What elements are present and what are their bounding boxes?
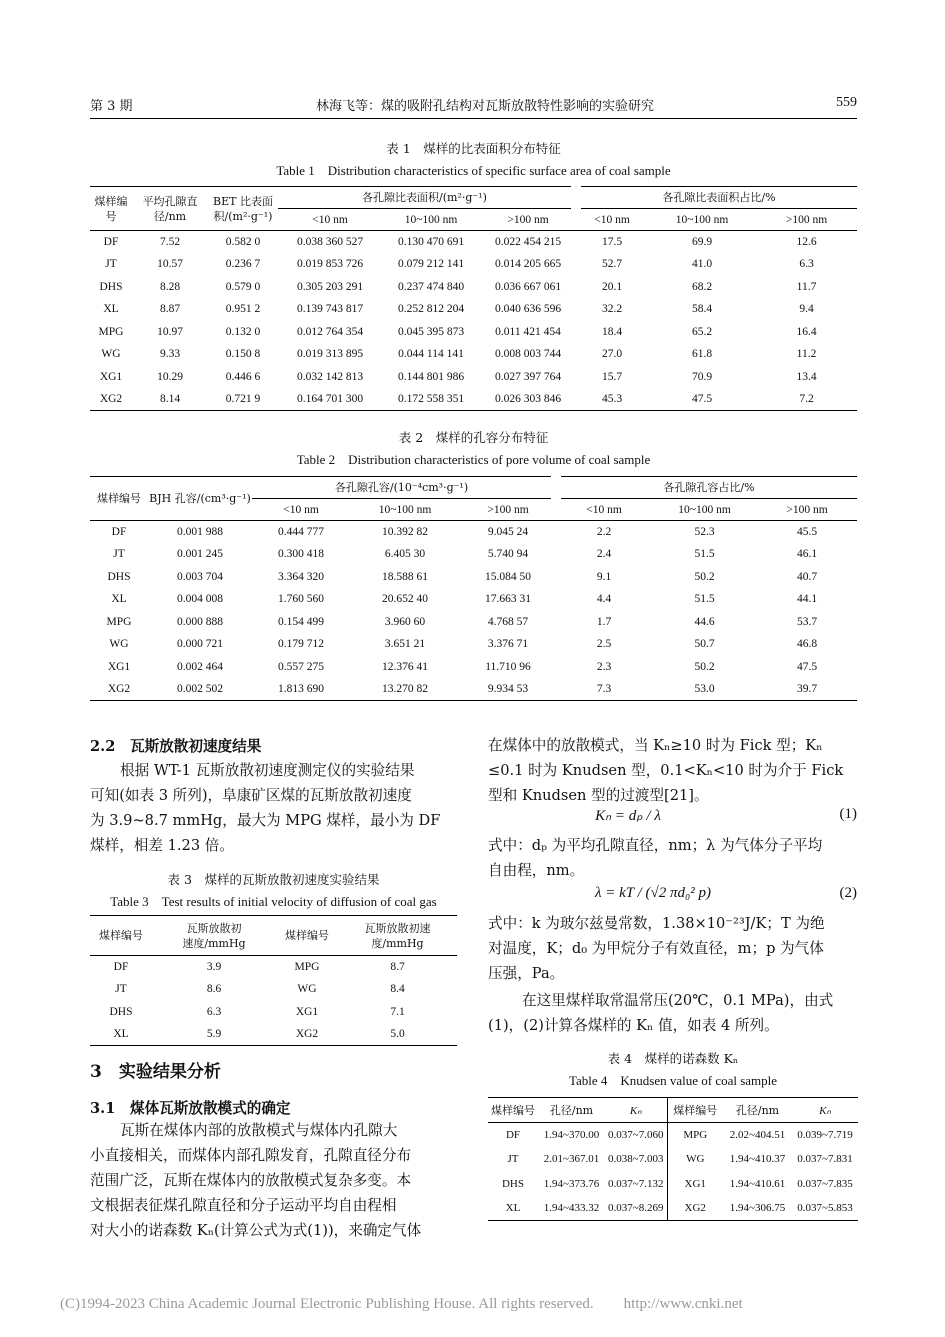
table4-caption-en: Table 4 Knudsen value of coal sample — [568, 1073, 778, 1088]
table-cell: 0.000 888 — [177, 615, 223, 628]
table-row — [90, 321, 857, 344]
table-cell: 0.557 275 — [278, 660, 324, 673]
table-cell: JT — [507, 1153, 519, 1166]
table-cell: 17.663 31 — [485, 593, 531, 606]
table-cell: XG2 — [107, 683, 131, 695]
running-title: 林海飞等：煤的吸附孔结构对瓦斯放散特性影响的实验研究 — [315, 99, 654, 114]
table-cell: 0.019 313 895 — [296, 348, 364, 361]
table-row — [90, 1001, 457, 1024]
table-cell: 0.038 360 527 — [296, 236, 364, 248]
table-cell: 1.760 560 — [278, 593, 324, 606]
table-cell: 47.5 — [691, 393, 713, 405]
table1-caption-cn: 表 1 煤样的比表面积分布特征 — [386, 141, 561, 156]
table-cell: 0.237 474 840 — [397, 280, 465, 293]
table-cell: WG — [109, 638, 129, 651]
table-cell: 2.01~367.01 — [543, 1153, 600, 1166]
table-cell: 51.5 — [694, 593, 715, 606]
t2-header-sample: 煤样编号 — [90, 477, 148, 521]
table-cell: 16.4 — [796, 325, 817, 338]
t4-header: 孔径/nm — [549, 1103, 594, 1117]
table-cell: 0.037~7.831 — [797, 1153, 853, 1166]
table-row — [90, 366, 857, 389]
table-cell: 2.4 — [596, 548, 612, 561]
table-cell: 20.652 40 — [382, 593, 428, 606]
table-cell: 10.97 — [157, 325, 183, 338]
table-row — [90, 343, 857, 366]
table-cell: 9.4 — [799, 303, 814, 316]
table-row — [488, 1147, 858, 1172]
text-line: 压强，Pa。 — [488, 965, 565, 982]
table-cell: 0.000 721 — [177, 638, 223, 651]
table-cell: 9.045 24 — [487, 526, 529, 538]
table-cell: 0.252 812 204 — [397, 303, 465, 316]
table-cell: 47.5 — [796, 660, 818, 673]
table-cell: XG2 — [667, 1196, 723, 1221]
table-row — [90, 956, 457, 979]
table1-caption-en: Table 1 Distribution characteristics of specific surface area of coal sample — [276, 163, 671, 178]
table-cell: 0.172 558 351 — [397, 393, 465, 405]
table-cell: 7.3 — [596, 683, 612, 695]
table-cell: 45.3 — [601, 393, 623, 405]
table-cell: JT — [115, 983, 127, 996]
table1 — [90, 186, 857, 411]
text-line: 式中：dₚ 为平均孔隙直径，nm；λ 为气体分子平均 — [488, 837, 823, 854]
table-cell: 1.94~306.75 — [729, 1202, 786, 1214]
text-line: 型和 Knudsen 型的过渡型[21]。 — [488, 787, 709, 804]
table-cell: 0.139 743 817 — [296, 303, 364, 316]
table-cell: 50.2 — [694, 570, 715, 583]
table-cell: 0.079 212 141 — [397, 258, 465, 271]
table-cell: 7.1 — [390, 1005, 405, 1018]
t2-sub: >100 nm — [487, 503, 529, 516]
t1-sub: >100 nm — [507, 213, 549, 226]
t1-sub: <10 nm — [594, 213, 630, 226]
table-cell: 10.29 — [157, 370, 183, 383]
table-cell: 8.6 — [206, 983, 222, 996]
table-cell: 0.001 988 — [177, 526, 223, 538]
table-cell: 2.3 — [596, 660, 612, 673]
table-cell: 4.4 — [596, 593, 612, 606]
table-cell: 0.579 0 — [225, 280, 261, 293]
table-row — [90, 1023, 457, 1046]
text-line: 可知(如表 3 所列)，阜康矿区煤的瓦斯放散初速度 — [90, 787, 412, 804]
table-cell: WG — [667, 1147, 723, 1172]
table-cell: 0.027 397 764 — [494, 370, 562, 383]
table-cell: XL — [103, 303, 119, 316]
t3-header-velocity: 瓦斯放散初速度/mmHg — [182, 921, 246, 950]
table-cell: 1.94~410.37 — [729, 1153, 786, 1166]
text-line: 对温度，K；d₀ 为甲烷分子有效直径，m；p 为气体 — [488, 940, 824, 957]
table-cell: 0.011 421 454 — [495, 325, 561, 338]
text-line: 在煤体中的放散模式，当 Kₙ≥10 时为 Fick 型；Kₙ — [488, 737, 823, 754]
section-3-1-paragraph — [90, 1118, 460, 1243]
text-line: 自由程，nm。 — [488, 862, 585, 879]
table-cell: 8.28 — [159, 280, 181, 293]
table-cell: DF — [111, 526, 127, 538]
table-cell: 7.52 — [159, 236, 181, 248]
table-cell: 0.002 464 — [177, 660, 223, 673]
table4 — [488, 1097, 858, 1221]
table-row — [90, 543, 857, 566]
table-cell: 0.022 454 215 — [494, 236, 562, 248]
t1-header-bet: BET 比表面积/(m²·g⁻¹) — [208, 187, 278, 231]
table-row — [90, 231, 857, 254]
table-cell: 51.5 — [694, 548, 715, 561]
table-cell: 27.0 — [601, 348, 623, 361]
table-cell: 18.4 — [601, 325, 623, 338]
table-cell: 9.1 — [596, 570, 612, 583]
table-cell: 0.038~7.003 — [608, 1153, 664, 1166]
table-cell: DF — [505, 1129, 521, 1141]
text-line: 根据 WT-1 瓦斯放散初速度测定仪的实验结果 — [120, 762, 415, 779]
t4-header: Kₙ — [629, 1104, 642, 1117]
table-cell: XG2 — [295, 1028, 319, 1040]
t2-sub: <10 nm — [586, 503, 622, 516]
table-cell: 20.1 — [601, 280, 623, 293]
table-cell: JT — [113, 548, 125, 561]
t3-header-sample: 煤样编号 — [99, 929, 143, 942]
table-cell: 3.651 21 — [384, 638, 426, 651]
table-cell: 0.582 0 — [225, 236, 261, 248]
table-cell: XL — [113, 1028, 129, 1040]
t1-header-avg: 平均孔隙直径/nm — [132, 187, 208, 231]
text-line: 瓦斯在煤体内部的放散模式与煤体内孔隙大 — [120, 1122, 398, 1139]
table3-caption-en: Table 3 Test results of initial velocity of diffusion of coal gas — [110, 894, 437, 909]
table-row — [488, 1172, 858, 1197]
table-row — [90, 656, 857, 679]
table-row — [90, 253, 857, 276]
right-paragraph-3 — [488, 911, 858, 986]
t1-header-sample: 煤样编号 — [90, 187, 132, 231]
t1-header-ratio: 各孔隙比表面积占比/% — [576, 187, 857, 209]
table-cell: 52.3 — [694, 526, 715, 538]
table-cell: 0.044 114 141 — [398, 348, 464, 361]
table-cell: 8.4 — [390, 983, 405, 996]
table-cell: 12.376 41 — [382, 660, 428, 673]
table-cell: 46.1 — [796, 548, 818, 561]
table-cell: 0.444 777 — [278, 526, 324, 538]
right-paragraph-1 — [488, 733, 858, 808]
table-cell: 0.951 2 — [225, 303, 261, 316]
table-cell: 65.2 — [691, 325, 713, 338]
table-cell: 0.045 395 873 — [397, 325, 465, 338]
table-cell: 0.040 636 596 — [494, 303, 562, 316]
section-2-2-heading: 2.2 瓦斯放散初速度结果 — [90, 738, 262, 755]
table-cell: 0.164 701 300 — [296, 393, 364, 405]
table3-caption-cn: 表 3 煤样的瓦斯放散初速度实验结果 — [167, 872, 380, 887]
table-cell: DHS — [109, 1005, 133, 1018]
table-cell: 0.039~7.719 — [797, 1129, 853, 1141]
table-cell: 40.7 — [796, 570, 818, 583]
table-cell: DF — [113, 961, 129, 973]
table-cell: 0.150 8 — [225, 348, 261, 361]
table-cell: 50.7 — [694, 638, 715, 651]
table-cell: 0.003 704 — [177, 570, 223, 583]
text-line: 范围广泛，瓦斯在煤体内的放散模式复杂多变。本 — [90, 1172, 412, 1189]
t3-header-velocity-2: 瓦斯放散初速度/mmHg — [364, 921, 431, 950]
table-cell: 53.7 — [796, 615, 818, 628]
table-cell: 1.94~373.76 — [543, 1177, 600, 1190]
t2-sub: 10~100 nm — [378, 503, 432, 516]
table-cell: 3.364 320 — [278, 570, 324, 583]
table-cell: 18.588 61 — [382, 570, 428, 583]
table-row — [90, 388, 857, 411]
table-cell: DHS — [501, 1177, 524, 1190]
table-cell: 13.4 — [796, 370, 817, 383]
table-cell: 8.14 — [159, 393, 181, 405]
table-row — [90, 566, 857, 589]
table-cell: 4.768 57 — [487, 615, 529, 628]
text-line: (1)，(2)计算各煤样的 Kₙ 值，如表 4 所列。 — [488, 1017, 779, 1034]
table-cell: 0.236 7 — [225, 258, 261, 271]
table-cell: 0.036 667 061 — [494, 280, 562, 293]
text-line: ≤0.1 时为 Knudsen 型，0.1<Kₙ<10 时为介于 Fick — [488, 762, 844, 779]
table-cell: 39.7 — [796, 683, 818, 695]
t2-sub: >100 nm — [786, 503, 828, 516]
t1-sub: >100 nm — [785, 213, 828, 226]
table-row — [90, 588, 857, 611]
table-cell: 0.446 6 — [225, 370, 261, 383]
table-cell: DF — [103, 236, 119, 248]
table-cell: XL — [505, 1202, 521, 1214]
t4-body — [488, 1123, 858, 1221]
table-cell: 0.037~7.132 — [608, 1177, 664, 1190]
table-row — [90, 521, 857, 544]
table-cell: 11.7 — [796, 280, 817, 293]
table-cell: 0.004 008 — [177, 593, 223, 606]
table-row — [488, 1123, 858, 1148]
section-3-1-heading: 3.1 煤体瓦斯放散模式的确定 — [90, 1100, 291, 1117]
t1-sub: <10 nm — [312, 213, 348, 226]
table-cell: 9.934 53 — [487, 683, 529, 695]
text-line: 为 3.9~8.7 mmHg，最大为 MPG 煤样，最小为 DF — [90, 812, 441, 829]
table-cell: 0.001 245 — [177, 548, 223, 561]
t2-header-volume: 各孔隙孔容/(10⁻⁴cm³·g⁻¹) — [252, 477, 556, 499]
table-cell: 1.7 — [596, 615, 612, 628]
table-cell: 46.8 — [796, 638, 818, 651]
table-cell: 41.0 — [691, 258, 713, 271]
table-cell: 0.026 303 846 — [494, 393, 562, 405]
t4-header: 煤样编号 — [667, 1098, 723, 1123]
page-number: 559 — [836, 95, 857, 110]
table-cell: XG1 — [99, 370, 123, 383]
t1-header-area: 各孔隙比表面积/(m²·g⁻¹) — [278, 187, 576, 209]
table-cell: 0.019 853 726 — [296, 258, 364, 271]
table-cell: 69.9 — [691, 236, 713, 248]
table-cell: 11.2 — [796, 348, 817, 361]
table-cell: 10.392 82 — [382, 526, 428, 538]
header-rule — [90, 118, 857, 119]
table-cell: 50.2 — [694, 660, 715, 673]
equation-1-number: (1) — [839, 806, 857, 822]
table-cell: 9.33 — [159, 348, 181, 361]
t3-header-sample-2: 煤样编号 — [285, 929, 329, 942]
table-row — [90, 611, 857, 634]
table-cell: 15.084 50 — [485, 570, 531, 583]
table-cell: 0.037~5.853 — [797, 1202, 853, 1214]
section-2-2-paragraph — [90, 758, 460, 858]
table-cell: MPG — [98, 325, 124, 338]
right-paragraph-4 — [488, 988, 858, 1038]
table-cell: WG — [297, 983, 317, 996]
table-cell: MPG — [106, 615, 132, 628]
table-cell: XL — [111, 593, 127, 606]
section-3-heading: 3 实验结果分析 — [90, 1062, 221, 1082]
table-cell: 7.2 — [799, 393, 814, 405]
t2-header-bjh: BJH 孔容/(cm³·g⁻¹) — [148, 477, 252, 521]
table-cell: 6.3 — [799, 258, 814, 271]
equation-2: λ = kT / (√2 πd₀² p) — [595, 885, 711, 901]
table-cell: 5.740 94 — [487, 548, 529, 561]
copyright-footer: (C)1994-2023 China Academic Journal Electronic Publishing House. All rights reserved. http://www.cnki.net — [60, 1296, 743, 1312]
table-cell: 0.154 499 — [278, 615, 324, 628]
table-cell: 8.87 — [159, 303, 181, 316]
table2-caption-en: Table 2 Distribution characteristics of pore volume of coal sample — [296, 452, 651, 467]
table-cell: 44.6 — [694, 615, 715, 628]
table-cell: 70.9 — [691, 370, 713, 383]
table-cell: 6.3 — [206, 1005, 222, 1018]
table-cell: 2.5 — [596, 638, 612, 651]
table-cell: 0.305 203 291 — [296, 280, 364, 293]
table-row — [90, 678, 857, 701]
table-cell: DHS — [107, 570, 131, 583]
table-cell: 0.132 0 — [225, 325, 261, 338]
table-cell: 0.032 142 813 — [296, 370, 364, 383]
table-cell: 58.4 — [691, 303, 713, 316]
text-line: 在这里煤样取常温常压(20℃，0.1 MPa)，由式 — [522, 992, 834, 1009]
t1-sub: 10~100 nm — [404, 213, 458, 226]
table-cell: 1.94~410.61 — [729, 1177, 786, 1190]
table-cell: 2.02~404.51 — [729, 1129, 786, 1141]
table-cell: 0.144 801 986 — [397, 370, 465, 383]
table-cell: 1.94~370.00 — [543, 1129, 600, 1141]
table-cell: 0.130 470 691 — [397, 236, 465, 248]
table-cell: 0.037~8.269 — [608, 1202, 664, 1214]
text-line: 文根据表征煤孔隙直径和分子运动平均自由程相 — [90, 1197, 397, 1214]
table-cell: 5.0 — [390, 1028, 405, 1040]
table-cell: 53.0 — [694, 683, 715, 695]
table-cell: 17.5 — [601, 236, 623, 248]
table-cell: 45.5 — [796, 526, 818, 538]
table-cell: 0.012 764 354 — [296, 325, 364, 338]
table-cell: 0.014 205 665 — [494, 258, 562, 271]
t2-sub: 10~100 nm — [678, 503, 731, 516]
t3-body — [90, 956, 457, 1046]
t1-body — [90, 231, 857, 411]
table-row — [90, 633, 857, 656]
table-cell: 1.813 690 — [278, 683, 324, 695]
table-cell: XG1 — [107, 660, 131, 673]
table-cell: 5.9 — [206, 1028, 222, 1040]
table-cell: 0.037~7.835 — [797, 1177, 853, 1190]
t2-sub: <10 nm — [283, 503, 319, 516]
table2-caption-cn: 表 2 煤样的孔容分布特征 — [398, 430, 549, 445]
table2 — [90, 476, 857, 701]
table-row — [488, 1196, 858, 1221]
t1-sub: 10~100 nm — [675, 213, 729, 226]
table-cell: 11.710 96 — [485, 660, 531, 673]
text-line: 小直接相关，而煤体内部孔隙发育，孔隙直径分布 — [90, 1147, 412, 1164]
table-cell: 0.721 9 — [225, 393, 261, 405]
table-cell: 12.6 — [796, 236, 817, 248]
table-cell: 10.57 — [157, 258, 183, 271]
table-cell: 68.2 — [691, 280, 713, 293]
table-cell: WG — [101, 348, 121, 361]
text-line: 对大小的诺森数 Kₙ(计算公式为式(1))，来确定气体 — [90, 1222, 422, 1239]
table-cell: 13.270 82 — [382, 683, 428, 695]
table-cell: 2.2 — [596, 526, 612, 538]
table-cell: 15.7 — [601, 370, 623, 383]
table-cell: 32.2 — [601, 303, 623, 316]
table-cell: XG1 — [667, 1172, 723, 1197]
table-cell: 0.179 712 — [278, 638, 324, 651]
table-cell: 0.037~7.060 — [608, 1129, 664, 1141]
equation-1: Kₙ = dₚ / λ — [595, 808, 661, 824]
t2-body — [90, 521, 857, 701]
table-cell: 0.300 418 — [278, 548, 324, 561]
equation-2-number: (2) — [839, 885, 857, 901]
table-cell: 44.1 — [796, 593, 818, 606]
table-cell: 3.376 71 — [487, 638, 529, 651]
table-cell: JT — [105, 258, 117, 271]
table-cell: XG2 — [99, 393, 123, 405]
table-cell: MPG — [667, 1123, 723, 1148]
table-cell: DHS — [99, 280, 123, 293]
text-line: 煤样，相差 1.23 倍。 — [90, 837, 234, 854]
table-cell: 61.8 — [691, 348, 713, 361]
table-cell: 3.960 60 — [384, 615, 426, 628]
journal-issue: 第 3 期 — [90, 99, 133, 114]
table-row — [90, 978, 457, 1001]
table-cell: XG1 — [295, 1005, 319, 1018]
t2-header-ratio: 各孔隙孔容占比/% — [556, 477, 857, 499]
table-cell: 1.94~433.32 — [543, 1202, 600, 1214]
table-cell: 6.405 30 — [384, 548, 426, 561]
t4-header: Kₙ — [819, 1104, 831, 1117]
table-row — [90, 298, 857, 321]
table3 — [90, 915, 457, 1046]
table-cell: 0.008 003 744 — [494, 348, 562, 361]
table-cell: 52.7 — [601, 258, 623, 271]
right-paragraph-2 — [488, 833, 858, 883]
text-line: 式中：k 为玻尔兹曼常数，1.38×10⁻²³J/K；T 为绝 — [488, 915, 825, 932]
table-cell: MPG — [294, 961, 320, 973]
table-cell: 3.9 — [206, 961, 222, 973]
table-row — [90, 276, 857, 299]
table-cell: 8.7 — [390, 961, 405, 973]
t4-header: 孔径/nm — [735, 1103, 780, 1117]
table-cell: 0.002 502 — [177, 683, 223, 695]
t4-header: 煤样编号 — [491, 1103, 535, 1117]
table4-caption-cn: 表 4 煤样的诺森数 Kₙ — [607, 1051, 739, 1066]
